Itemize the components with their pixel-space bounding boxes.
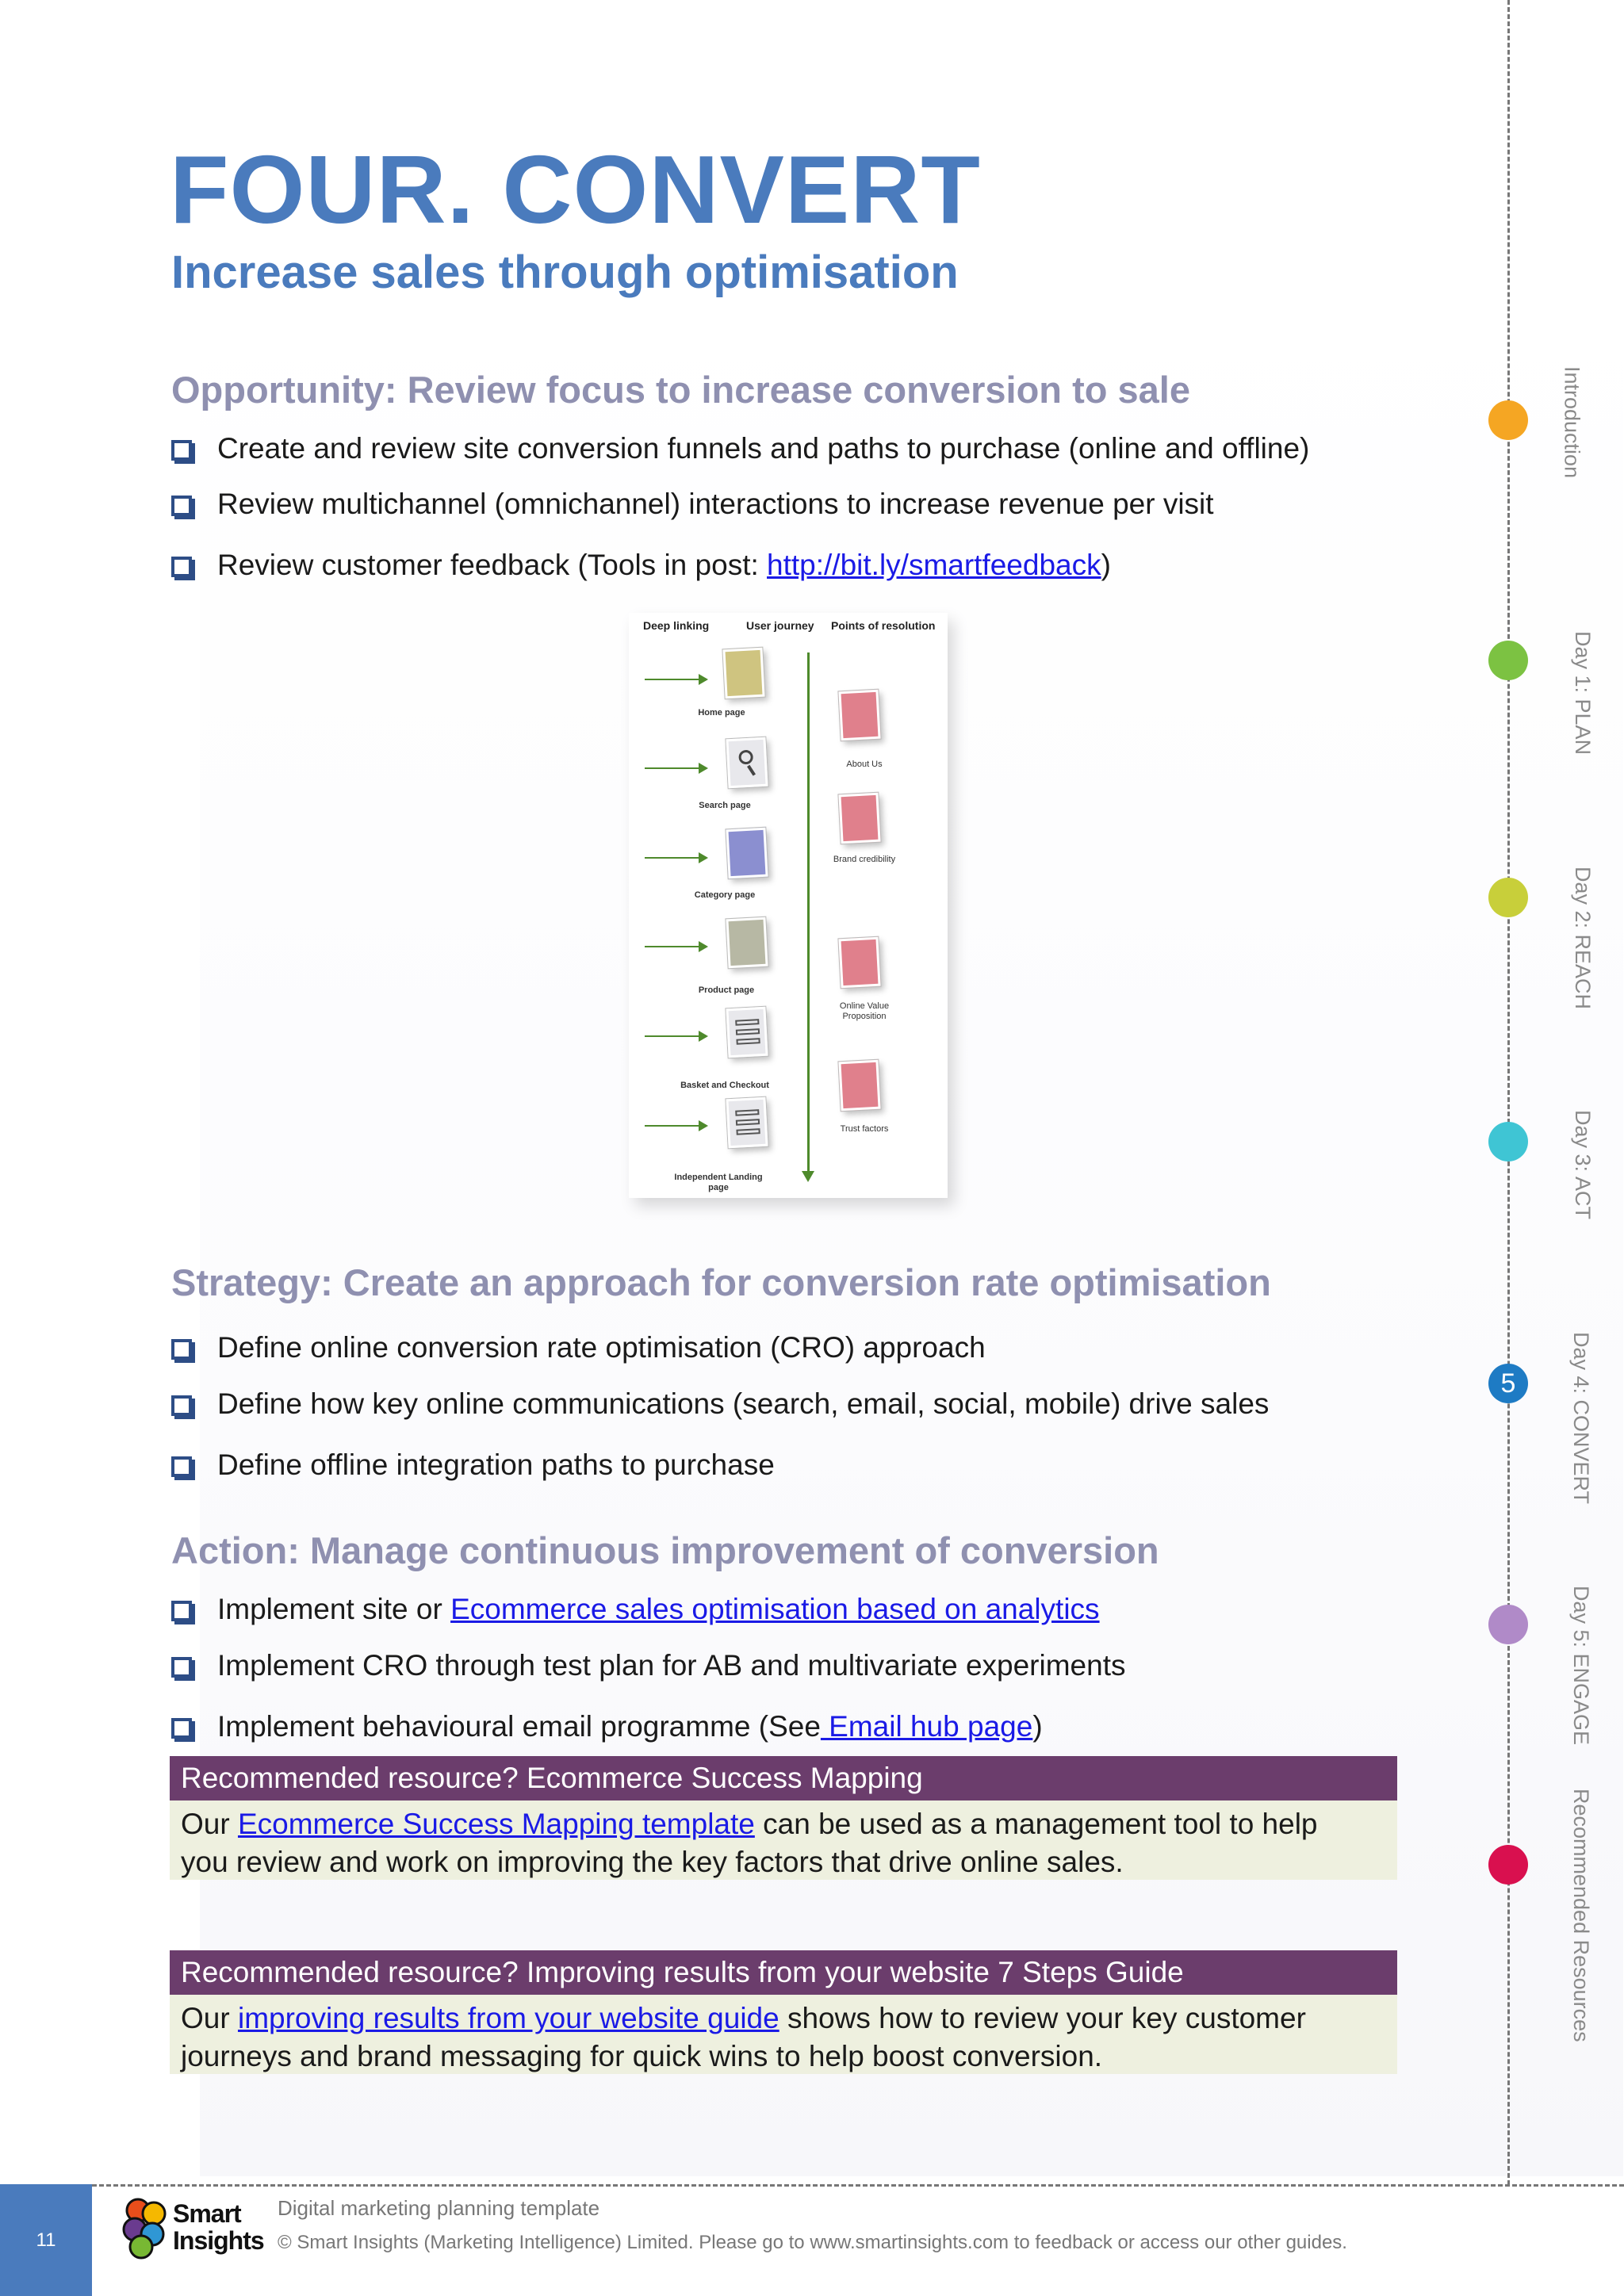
ecommerce-optimisation-link[interactable]: Ecommerce sales optimisation based on analytics	[450, 1593, 1100, 1625]
resource-line	[181, 1999, 1386, 2038]
action-heading: Action: Manage continuous improvement of conversion	[171, 1529, 1159, 1571]
page-subtitle: Increase sales through optimisation	[171, 247, 959, 298]
deep-link-arrow	[645, 679, 707, 680]
smart-insights-logo	[121, 2193, 268, 2264]
magnifier-handle	[747, 765, 756, 776]
timeline-label-reach[interactable]: Day 2: REACH	[1571, 867, 1595, 1010]
resource-text: Our	[181, 1808, 238, 1840]
checkbox-bullet-icon	[171, 1395, 192, 1416]
list-row-icon	[736, 1028, 760, 1035]
user-journey-arrow	[807, 652, 810, 1176]
timeline-label-engage[interactable]: Day 5: ENGAGE	[1569, 1586, 1593, 1746]
about-us-page-icon	[838, 690, 880, 741]
timeline-dot-plan[interactable]	[1488, 641, 1528, 680]
timeline-label-plan[interactable]: Day 1: PLAN	[1571, 631, 1595, 756]
page-number: 11	[0, 2184, 92, 2296]
action-item-prefix: Implement site or	[217, 1593, 451, 1625]
page-label: Home page	[698, 708, 745, 718]
action-item	[171, 1645, 1125, 1686]
timeline-label-act[interactable]: Day 3: ACT	[1571, 1110, 1595, 1220]
strategy-heading: Strategy: Create an approach for conversion rate optimisation	[171, 1261, 1271, 1303]
deep-link-arrow	[645, 946, 707, 947]
product-page-icon	[726, 917, 768, 969]
timeline-dot-act[interactable]	[1488, 1122, 1528, 1161]
checkbox-bullet-icon	[171, 1718, 192, 1739]
resource-line: you review and work on improving the key factors that drive online sales.	[181, 1846, 1124, 1878]
magnifier-icon	[738, 750, 753, 765]
checkbox-bullet-icon	[171, 496, 192, 516]
resolution-label: Online Value Proposition	[839, 1001, 890, 1022]
resource-header: Recommended resource? Ecommerce Success Mapping	[170, 1756, 1397, 1800]
strategy-item	[171, 1327, 986, 1368]
diagram-header-points-of-resolution: Points of resolution	[831, 619, 936, 632]
resource-body	[170, 1995, 1397, 2074]
list-row-icon	[735, 1109, 759, 1116]
timeline-label-resources[interactable]: Recommended Resources	[1569, 1789, 1593, 2042]
list-row-icon	[736, 1119, 760, 1126]
resolution-label: Brand credibility	[833, 855, 896, 864]
page-label: Category page	[694, 890, 756, 900]
smartfeedback-link[interactable]: http://bit.ly/smartfeedback	[767, 549, 1101, 581]
resource-text: Our	[181, 2002, 238, 2034]
opportunity-item-suffix: )	[1101, 549, 1111, 581]
resource-line	[181, 1805, 1386, 1843]
resource-header: Recommended resource? Improving results from your website 7 Steps Guide	[170, 1950, 1397, 1995]
checkbox-bullet-icon	[171, 440, 192, 461]
strategy-item-text: Define how key online communications (search, email, social, mobile) drive sales	[217, 1387, 1270, 1420]
strategy-item-text: Define online conversion rate optimisation (CRO) approach	[217, 1331, 986, 1364]
strategy-item	[171, 1383, 1269, 1425]
timeline-dot-resources[interactable]	[1488, 1845, 1528, 1885]
page-label: Product page	[698, 985, 755, 995]
logo-text-smart: Smart	[173, 2199, 241, 2228]
page-label: Basket and Checkout	[680, 1081, 769, 1090]
opportunity-item	[171, 428, 1309, 469]
opportunity-item	[171, 545, 1111, 586]
resource-text: can be used as a management tool to help	[754, 1808, 1318, 1840]
resolution-label: Trust factors	[840, 1124, 889, 1134]
action-item	[171, 1706, 1043, 1747]
opportunity-item-text: Review multichannel (omnichannel) interactions to increase revenue per visit	[217, 488, 1214, 520]
timeline-dot-convert[interactable]: 5	[1488, 1364, 1528, 1403]
deep-link-arrow	[645, 767, 707, 769]
category-page-icon	[726, 828, 768, 879]
timeline-label-convert[interactable]: Day 4: CONVERT	[1569, 1332, 1593, 1505]
logo-mark-icon	[121, 2195, 171, 2263]
brand-credibility-page-icon	[838, 793, 880, 844]
ecommerce-success-mapping-link[interactable]: Ecommerce Success Mapping template	[237, 1808, 755, 1840]
page-title: FOUR. CONVERT	[170, 136, 981, 243]
ovp-page-icon	[838, 937, 880, 989]
email-hub-link[interactable]: Email hub page	[820, 1710, 1033, 1743]
diagram-header-user-journey: User journey	[746, 619, 814, 632]
page-label: Search page	[699, 801, 751, 810]
checkbox-bullet-icon	[171, 1657, 192, 1678]
list-row-icon	[735, 1019, 759, 1026]
checkbox-bullet-icon	[171, 557, 192, 577]
checkbox-bullet-icon	[171, 1601, 192, 1621]
list-row-icon	[736, 1128, 760, 1135]
action-item-text: Implement CRO through test plan for AB and multivariate experiments	[217, 1649, 1126, 1682]
timeline-dot-engage[interactable]	[1488, 1605, 1528, 1644]
checkbox-bullet-icon	[171, 1456, 192, 1477]
deep-link-arrow	[645, 1035, 707, 1037]
action-item-suffix: )	[1032, 1710, 1043, 1743]
basket-page-icon	[726, 1007, 768, 1058]
resource-line: journeys and brand messaging for quick wins to help boost conversion.	[181, 2040, 1103, 2072]
resolution-label: About Us	[846, 760, 883, 769]
logo-text-insights: Insights	[173, 2226, 264, 2255]
action-item	[171, 1589, 1100, 1630]
opportunity-item	[171, 484, 1214, 525]
diagram-header-deep-linking: Deep linking	[643, 619, 710, 632]
timeline-dot-introduction[interactable]	[1488, 400, 1528, 440]
trust-factors-page-icon	[838, 1060, 880, 1112]
page-label: Independent Landing page	[674, 1173, 763, 1193]
landing-page-icon	[726, 1097, 768, 1149]
strategy-item-text: Define offline integration paths to purchase	[217, 1448, 775, 1481]
opportunity-item-text: Create and review site conversion funnels and paths to purchase (online and offline)	[217, 432, 1310, 465]
timeline-label-introduction[interactable]: Introduction	[1560, 366, 1584, 479]
deep-link-arrow	[645, 857, 707, 859]
opportunity-item-prefix: Review customer feedback (Tools in post:	[217, 549, 768, 581]
footer-copyright: © Smart Insights (Marketing Intelligence) Limited. Please go to www.smartinsights.com to feedback or access our other guides.	[278, 2232, 1347, 2253]
home-page-icon	[722, 648, 764, 699]
opportunity-heading: Opportunity: Review focus to increase conversion to sale	[171, 369, 1190, 411]
resource-body	[170, 1800, 1397, 1880]
list-row-icon	[736, 1038, 760, 1045]
timeline-dot-reach[interactable]	[1488, 878, 1528, 917]
strategy-item	[171, 1445, 775, 1486]
user-journey-diagram	[629, 613, 948, 1198]
resource-text: shows how to review your key customer	[779, 2002, 1306, 2034]
improving-results-guide-link[interactable]: improving results from your website guide	[237, 2002, 779, 2034]
checkbox-bullet-icon	[171, 1339, 192, 1360]
footer-divider	[92, 2184, 1624, 2187]
search-page-icon	[726, 737, 768, 789]
deep-link-arrow	[645, 1125, 707, 1127]
action-item-prefix: Implement behavioural email programme (See	[217, 1710, 821, 1743]
footer-document-title: Digital marketing planning template	[278, 2196, 600, 2220]
